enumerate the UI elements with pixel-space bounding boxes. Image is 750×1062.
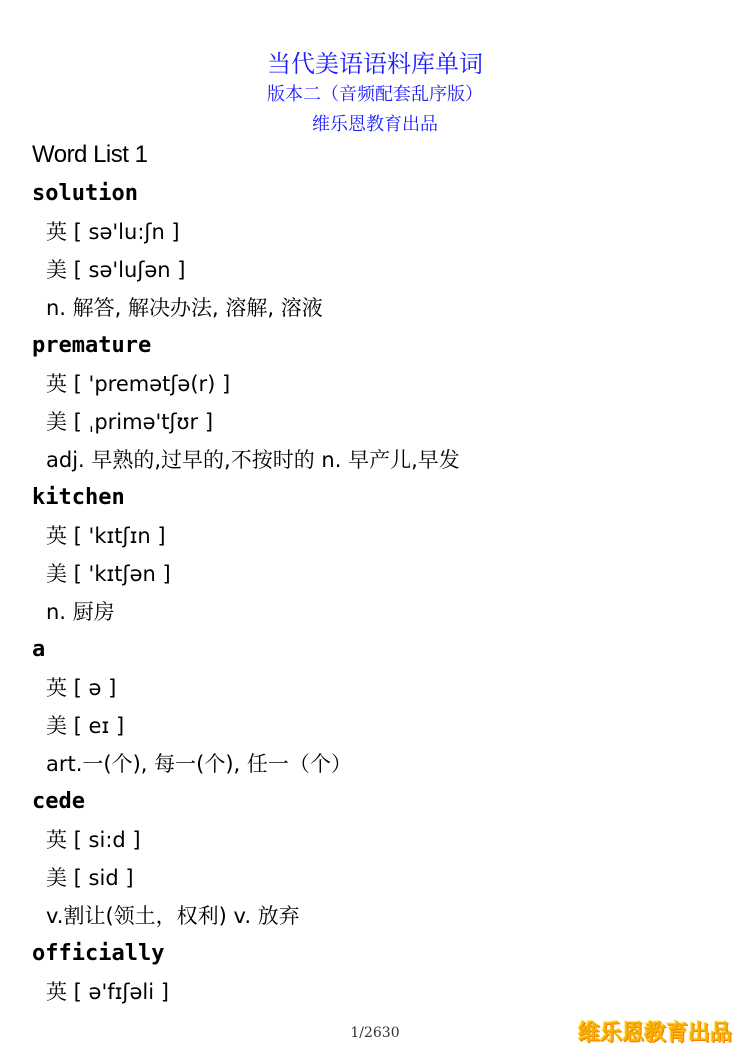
entry-uk-pronunciation: 英 [ 'kɪtʃɪn ] (46, 524, 166, 548)
entry-word: premature (32, 333, 152, 358)
entry-uk-pronunciation: 英 [ ə'fɪʃəli ] (46, 980, 169, 1004)
entry-meaning: v.割让(领土，权利) v. 放弃 (46, 904, 300, 928)
word-entry (0, 935, 750, 1011)
entry-word: cede (32, 789, 85, 814)
word-entry (0, 479, 750, 631)
entry-meaning: n. 解答, 解决办法, 溶解, 溶液 (46, 296, 323, 320)
entry-us-pronunciation: 美 [ sid ] (46, 866, 134, 890)
word-entry (0, 631, 750, 783)
word-entries (0, 175, 750, 1011)
entry-meaning: n. 厨房 (46, 600, 115, 624)
entry-meaning: adj. 早熟的,过早的,不按时的 n. 早产儿,早发 (46, 448, 460, 472)
entry-word: a (32, 637, 46, 662)
entry-us-pronunciation: 美 [ eɪ ] (46, 714, 125, 738)
entry-uk-pronunciation: 英 [ 'premətʃə(r) ] (46, 372, 231, 396)
entry-uk-pronunciation: 英 [ sə'lu:ʃn ] (46, 220, 180, 244)
document-publisher: 维乐恩教育出品 (312, 114, 438, 135)
entry-uk-pronunciation: 英 [ ə ] (46, 676, 117, 700)
publisher-watermark-logo: 维乐恩教育出品 (577, 1021, 732, 1046)
entry-word: solution (32, 181, 138, 206)
word-entry (0, 327, 750, 479)
word-entry (0, 175, 750, 327)
word-entry (0, 783, 750, 935)
entry-uk-pronunciation: 英 [ si:d ] (46, 828, 141, 852)
document-subtitle: 版本二（音频配套乱序版） (267, 84, 483, 105)
entry-us-pronunciation: 美 [ 'kɪtʃən ] (46, 562, 171, 586)
entry-word: kitchen (32, 485, 125, 510)
entry-meaning: art.一(个), 每一(个), 任一（个） (46, 752, 352, 776)
entry-word: officially (32, 941, 165, 966)
page-number: 1/2630 (350, 1025, 400, 1041)
entry-us-pronunciation: 美 [ sə'luʃən ] (46, 258, 186, 282)
word-list-title: Word List 1 (32, 141, 148, 168)
document-title: 当代美语语料库单词 (267, 50, 483, 78)
entry-us-pronunciation: 美 [ ˌprimə'tʃʊr ] (46, 410, 214, 434)
